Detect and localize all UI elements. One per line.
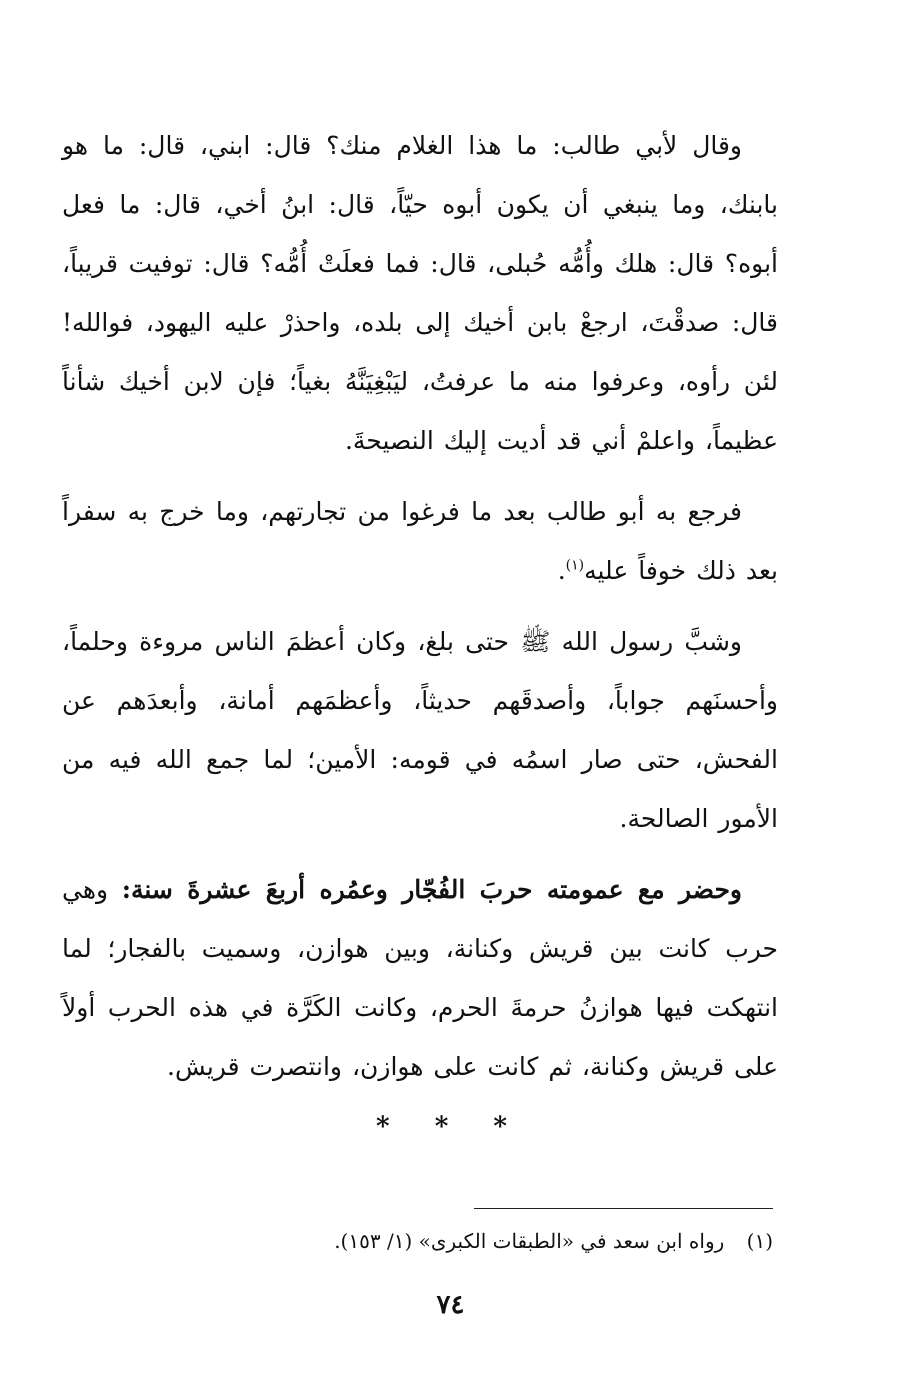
paragraph-2 [62,482,778,600]
page-body [62,116,778,1108]
page-number: ٧٤ [436,1290,465,1320]
footnote-divider [474,1208,773,1209]
footnote-number: (١) [746,1229,773,1253]
footnote-reference[interactable]: (١) [565,557,585,574]
paragraph-2-end: . [557,556,566,585]
footnote-text: رواه ابن سعد في «الطبقات الكبرى» (١/ ١٥٣). [334,1229,725,1253]
paragraph-4-heading: وحضر مع عمومته حربَ الفُجّار وعمُره أربعَ عشرةَ سنة: [121,875,742,904]
paragraph-2-text: فرجع به أبو طالب بعد ما فرغوا من تجارتهم، وما خرج به سفراً بعد ذلك خوفاً عليه [62,497,778,585]
paragraph-1: وقال لأبي طالب: ما هذا الغلام منك؟ قال: ابني، قال: ما هو بابنك، وما ينبغي أن يكون أبوه حيّاً، قال: ابنُ أخي، قال: ما فعل أبوه؟ قال: هلك وأُمُّه حُبلى، قال: فما فعلَتْ أُمُّه؟ قال: توفيت قريباً، قال: صدقْتَ، ارجعْ بابن أخيك إلى بلده، واحذرْ عليه اليهود، فوالله! لئن رأوه، وعرفوا منه ما عرفتُ، ليَبْغِيَنَّهُ بغياً؛ فإن لابن أخيك شأناً عظيماً، واعلمْ أني قد أديت إليك النصيحةَ. [62,131,778,455]
paragraph-4 [62,860,778,1096]
paragraph-4-text: وهي حرب كانت بين قريش وكنانة، وبين هوازن، وسميت بالفجار؛ لما انتهكت فيها هوازنُ حرمةَ الحرم، وكانت الكَرَّة في هذه الحرب أولاً على قريش وكنانة، ثم كانت على هوازن، وانتصرت قريش. [62,875,778,1081]
paragraph-3: وشبَّ رسول الله ﷺ حتى بلغ، وكان أعظمَ الناس مروءة وحلماً، وأحسنَهم جواباً، وأصدقَهم حديثاً، وأعظمَهم أمانة، وأبعدَهم عن الفحش، حتى صار اسمُه في قومه: الأمين؛ لما جمع الله فيه من الأمور الصالحة. [62,627,779,833]
footnote [133,1224,773,1258]
section-separator: * * * [376,1112,525,1142]
